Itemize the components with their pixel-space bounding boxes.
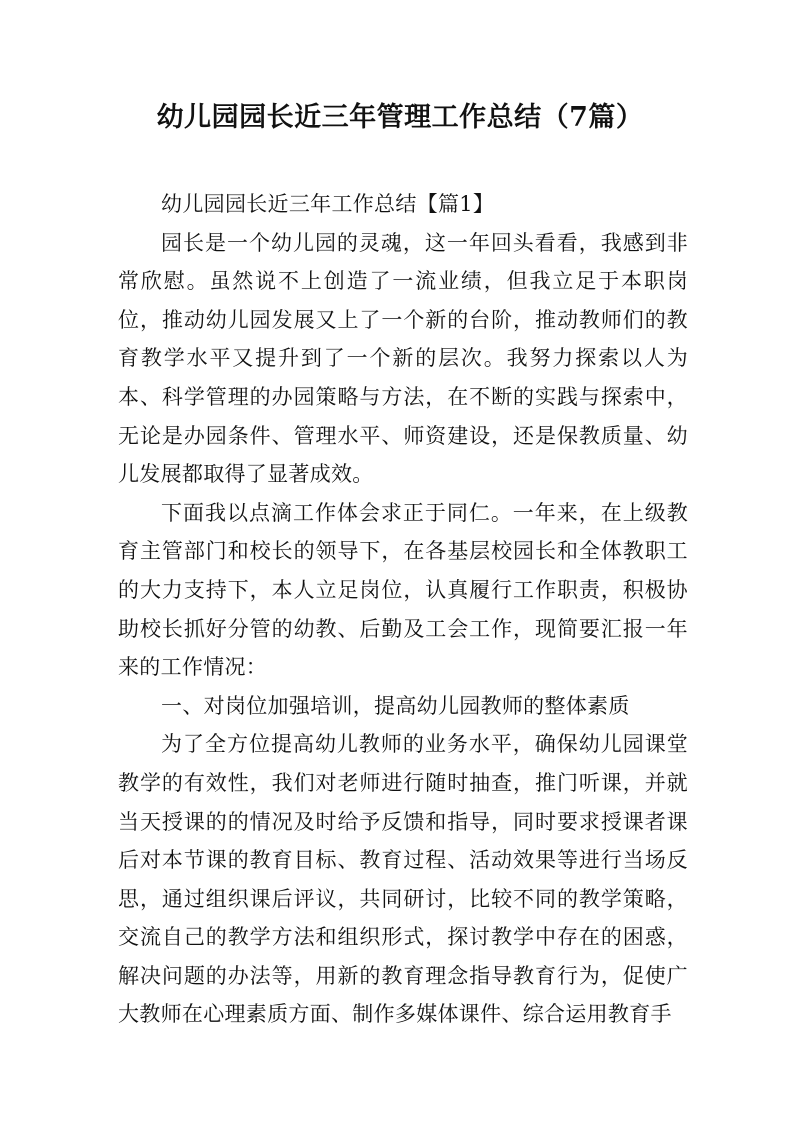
subsection-heading: 一、对岗位加强培训，提高幼儿园教师的整体素质 xyxy=(161,693,630,718)
body-paragraph: 下面我以点滴工作体会求正于同仁。一年来，在上级教育主管部门和校长的领导下，在各基层校园长和全体教职工的大力支持下，本人立足岗位，认真履行工作职责，积极协助校长抓好分管的幼教、后勤及工会工作，现简要汇报一年来的工作情况： xyxy=(118,500,688,680)
section-heading: 幼儿园园长近三年工作总结【篇1】 xyxy=(161,192,495,216)
body-paragraph: 园长是一个幼儿园的灵魂，这一年回头看看，我感到非常欣慰。虽然说不上创造了一流业绩，但我立足于本职岗位，推动幼儿园发展又上了一个新的台阶，推动教师们的教育教学水平又提升到了一个新的层次。我努力探索以人为本、科学管理的办园策略与方法，在不断的实践与探索中，无论是办园条件、管理水平、师资建设，还是保教质量、幼儿发展都取得了显著成效。 xyxy=(118,230,688,487)
document-body xyxy=(118,185,688,1034)
body-paragraph: 为了全方位提高幼儿教师的业务水平，确保幼儿园课堂教学的有效性，我们对老师进行随时抽查，推门听课，并就当天授课的的情况及时给予反馈和指导，同时要求授课者课后对本节课的教育目标、教育过程、活动效果等进行当场反思，通过组织课后评议，共同研讨，比较不同的教学策略，交流自己的教学方法和组织形式，探讨教学中存在的困惑，解决问题的办法等，用新的教育理念指导教育行为，促使广大教师在心理素质方面、制作多媒体课件、综合运用教育手 xyxy=(118,732,688,1027)
document-title: 幼儿园园长近三年管理工作总结（7篇） xyxy=(156,102,644,133)
